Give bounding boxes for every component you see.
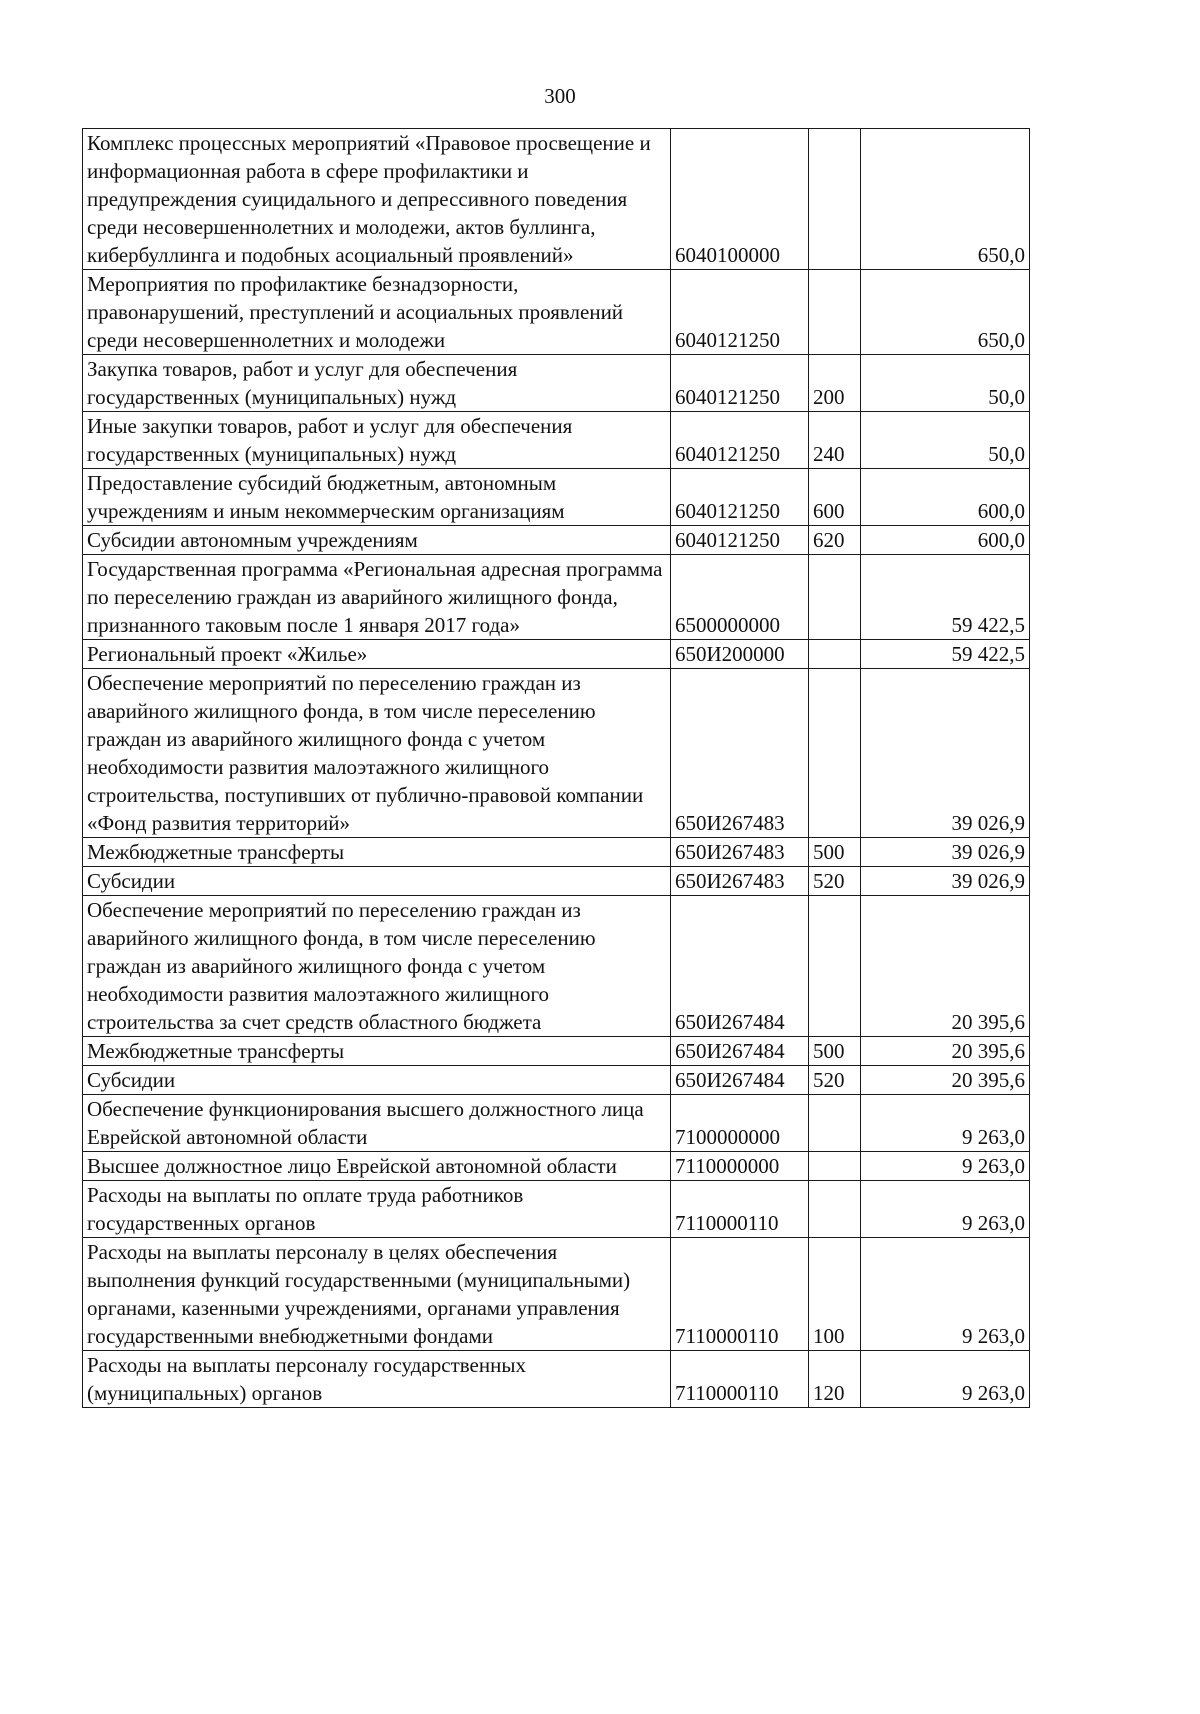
row-code-cell: 650И267483 — [671, 867, 809, 896]
table-row — [83, 412, 1030, 469]
row-type-cell: 200 — [809, 355, 861, 412]
row-code-cell: 7100000000 — [671, 1095, 809, 1152]
row-type-cell — [809, 896, 861, 1037]
row-type-cell: 120 — [809, 1351, 861, 1408]
row-sum-cell: 9 263,0 — [861, 1095, 1030, 1152]
row-type-cell: 520 — [809, 867, 861, 896]
row-code-cell: 6040121250 — [671, 412, 809, 469]
row-code-cell: 6040121250 — [671, 526, 809, 555]
row-sum-cell: 650,0 — [861, 270, 1030, 355]
row-name-cell: Межбюджетные трансферты — [83, 838, 671, 867]
row-type-cell — [809, 1095, 861, 1152]
row-type-cell — [809, 669, 861, 838]
table-row — [83, 1066, 1030, 1095]
row-sum-cell: 20 395,6 — [861, 1066, 1030, 1095]
row-sum-cell: 50,0 — [861, 412, 1030, 469]
table-row — [83, 1238, 1030, 1351]
row-code-cell: 7110000110 — [671, 1238, 809, 1351]
row-sum-cell: 9 263,0 — [861, 1181, 1030, 1238]
row-code-cell: 650И267483 — [671, 838, 809, 867]
budget-table-body — [83, 129, 1030, 1408]
row-sum-cell: 600,0 — [861, 526, 1030, 555]
page-number: 300 — [544, 84, 576, 108]
row-code-cell: 6040100000 — [671, 129, 809, 270]
table-row — [83, 1152, 1030, 1181]
row-sum-cell: 59 422,5 — [861, 555, 1030, 640]
table-row — [83, 640, 1030, 669]
row-sum-cell: 39 026,9 — [861, 867, 1030, 896]
row-name-cell: Предоставление субсидий бюджетным, автономным учреждениям и иным некоммерческим организациям — [83, 469, 671, 526]
row-code-cell: 6040121250 — [671, 355, 809, 412]
row-sum-cell: 39 026,9 — [861, 669, 1030, 838]
row-name-cell: Субсидии — [83, 867, 671, 896]
row-code-cell: 7110000000 — [671, 1152, 809, 1181]
table-row — [83, 1181, 1030, 1238]
table-row — [83, 555, 1030, 640]
row-code-cell: 650И267484 — [671, 1037, 809, 1066]
row-code-cell: 650И200000 — [671, 640, 809, 669]
table-row — [83, 469, 1030, 526]
row-type-cell — [809, 270, 861, 355]
row-sum-cell: 20 395,6 — [861, 896, 1030, 1037]
row-name-cell: Межбюджетные трансферты — [83, 1037, 671, 1066]
row-name-cell: Региональный проект «Жилье» — [83, 640, 671, 669]
table-row — [83, 270, 1030, 355]
row-type-cell: 240 — [809, 412, 861, 469]
row-sum-cell: 39 026,9 — [861, 838, 1030, 867]
table-row — [83, 1351, 1030, 1408]
row-code-cell: 6040121250 — [671, 270, 809, 355]
budget-table — [82, 128, 1030, 1408]
row-sum-cell: 20 395,6 — [861, 1037, 1030, 1066]
row-sum-cell: 59 422,5 — [861, 640, 1030, 669]
table-row — [83, 669, 1030, 838]
row-name-cell: Субсидии — [83, 1066, 671, 1095]
row-code-cell: 650И267484 — [671, 896, 809, 1037]
row-type-cell: 600 — [809, 469, 861, 526]
row-type-cell: 500 — [809, 1037, 861, 1066]
row-sum-cell: 50,0 — [861, 355, 1030, 412]
row-type-cell — [809, 1181, 861, 1238]
row-type-cell — [809, 1152, 861, 1181]
row-name-cell: Мероприятия по профилактике безнадзорности, правонарушений, преступлений и асоциальных проявлений среди несовершеннолетних и молодежи — [83, 270, 671, 355]
row-sum-cell: 9 263,0 — [861, 1238, 1030, 1351]
row-name-cell: Расходы на выплаты персоналу в целях обеспечения выполнения функций государственными (муниципальными) органами, казенными учреждениями, органами управления государственными внебюджетными фондами — [83, 1238, 671, 1351]
table-row — [83, 129, 1030, 270]
row-sum-cell: 9 263,0 — [861, 1152, 1030, 1181]
row-sum-cell: 9 263,0 — [861, 1351, 1030, 1408]
row-code-cell: 6500000000 — [671, 555, 809, 640]
row-code-cell: 7110000110 — [671, 1351, 809, 1408]
row-type-cell — [809, 555, 861, 640]
table-row — [83, 1037, 1030, 1066]
row-name-cell: Комплекс процессных мероприятий «Правовое просвещение и информационная работа в сфере профилактики и предупреждения суицидального и депрессивного поведения среди несовершеннолетних и молодежи, актов буллинга, кибербуллинга и подобных асоциальный проявлений» — [83, 129, 671, 270]
row-sum-cell: 600,0 — [861, 469, 1030, 526]
row-name-cell: Обеспечение мероприятий по переселению граждан из аварийного жилищного фонда, в том числе переселению граждан из аварийного жилищного фонда с учетом необходимости развития малоэтажного жилищного строительства, поступивших от публично-правовой компании «Фонд развития территорий» — [83, 669, 671, 838]
row-name-cell: Расходы на выплаты персоналу государственных (муниципальных) органов — [83, 1351, 671, 1408]
table-row — [83, 526, 1030, 555]
row-type-cell: 100 — [809, 1238, 861, 1351]
row-type-cell: 520 — [809, 1066, 861, 1095]
row-code-cell: 7110000110 — [671, 1181, 809, 1238]
row-code-cell: 650И267484 — [671, 1066, 809, 1095]
table-row — [83, 355, 1030, 412]
row-name-cell: Государственная программа «Региональная адресная программа по переселению граждан из аварийного жилищного фонда, признанного таковым после 1 января 2017 года» — [83, 555, 671, 640]
row-name-cell: Закупка товаров, работ и услуг для обеспечения государственных (муниципальных) нужд — [83, 355, 671, 412]
table-row — [83, 896, 1030, 1037]
row-name-cell: Обеспечение функционирования высшего должностного лица Еврейской автономной области — [83, 1095, 671, 1152]
row-code-cell: 6040121250 — [671, 469, 809, 526]
row-sum-cell: 650,0 — [861, 129, 1030, 270]
table-row — [83, 838, 1030, 867]
row-name-cell: Расходы на выплаты по оплате труда работников государственных органов — [83, 1181, 671, 1238]
row-type-cell — [809, 129, 861, 270]
row-type-cell: 620 — [809, 526, 861, 555]
table-row — [83, 867, 1030, 896]
row-name-cell: Иные закупки товаров, работ и услуг для обеспечения государственных (муниципальных) нужд — [83, 412, 671, 469]
row-name-cell: Высшее должностное лицо Еврейской автономной области — [83, 1152, 671, 1181]
row-type-cell: 500 — [809, 838, 861, 867]
row-name-cell: Субсидии автономным учреждениям — [83, 526, 671, 555]
table-row — [83, 1095, 1030, 1152]
row-code-cell: 650И267483 — [671, 669, 809, 838]
row-type-cell — [809, 640, 861, 669]
row-name-cell: Обеспечение мероприятий по переселению граждан из аварийного жилищного фонда, в том числе переселению граждан из аварийного жилищного фонда с учетом необходимости развития малоэтажного жилищного строительства за счет средств областного бюджета — [83, 896, 671, 1037]
